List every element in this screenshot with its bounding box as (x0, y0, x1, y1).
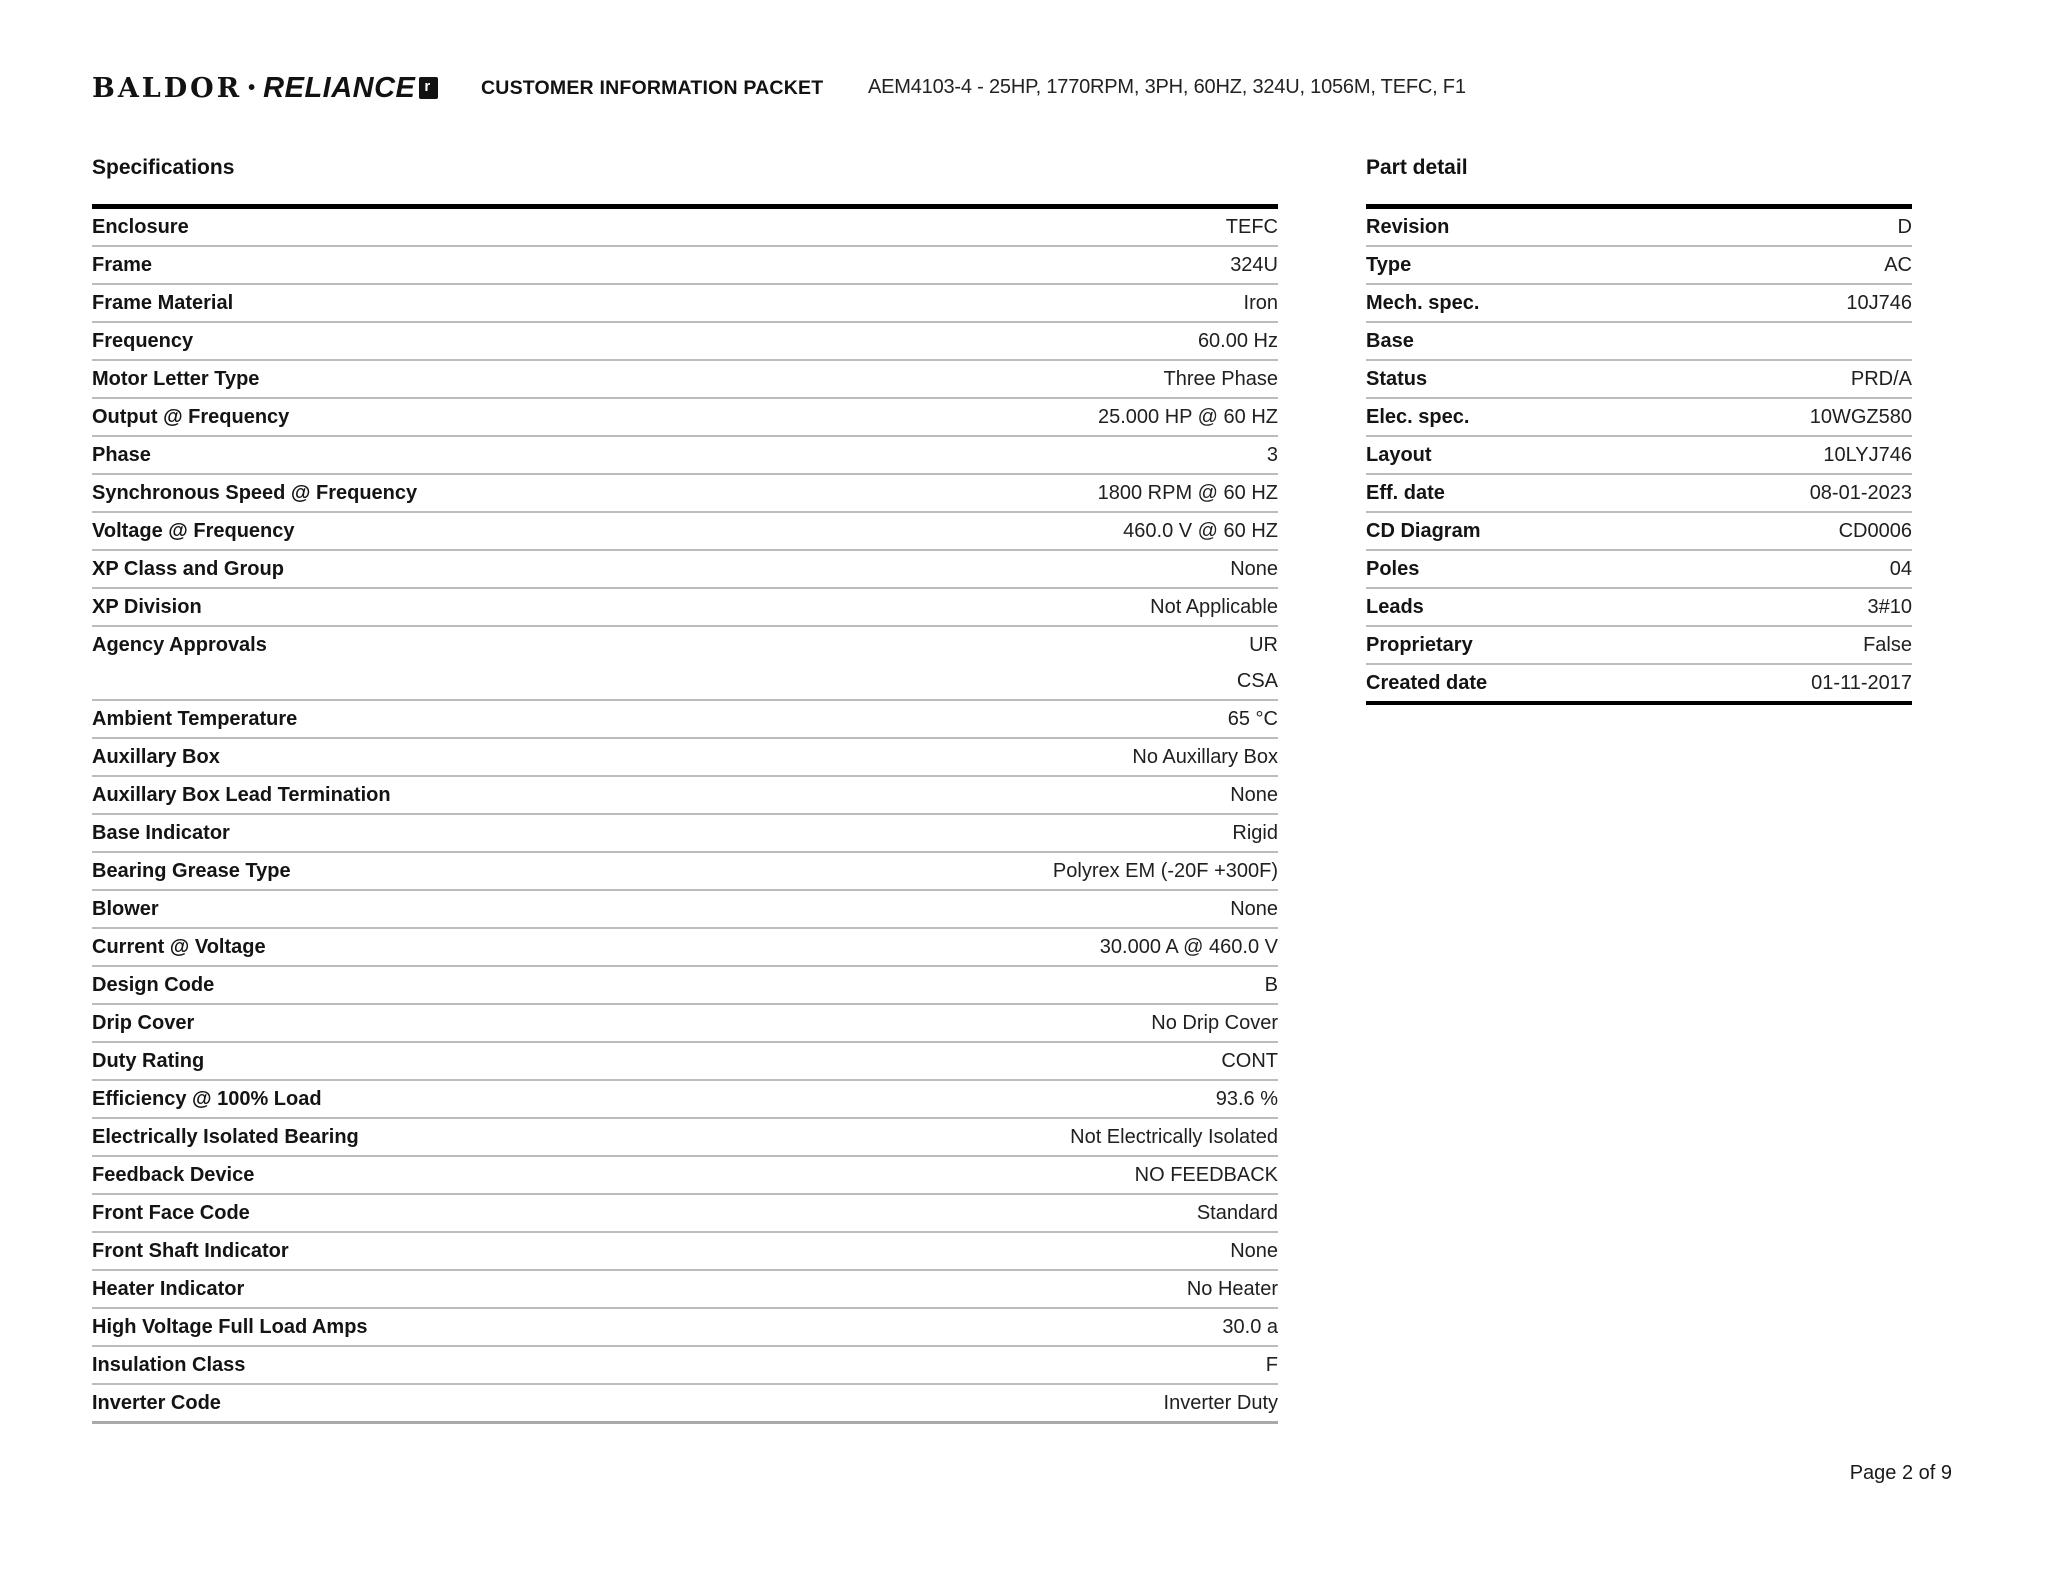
value-line: 3 (1266, 444, 1278, 466)
spec-row-value (391, 777, 1278, 813)
value-line: 04 (1889, 558, 1912, 580)
spec-row-label: Agency Approvals (92, 634, 267, 656)
value-line: No Drip Cover (1151, 1012, 1278, 1034)
part-detail-row (1366, 665, 1912, 701)
part-detail-row-label: Base (1366, 330, 1414, 352)
specifications-table (92, 204, 1278, 1424)
value-line: Not Applicable (1150, 596, 1278, 618)
spec-row (92, 589, 1278, 627)
spec-row-value (297, 701, 1278, 737)
reliance-r-mark-icon (419, 77, 438, 99)
spec-row-label: Front Face Code (92, 1202, 250, 1224)
logo-reliance-text: RELIANCE (263, 71, 416, 104)
part-detail-row (1366, 361, 1912, 399)
part-detail-row (1366, 589, 1912, 627)
spec-row (92, 1005, 1278, 1043)
spec-row-value (189, 209, 1278, 245)
part-detail-row-value (1432, 437, 1912, 473)
value-line: 30.000 A @ 460.0 V (1099, 936, 1278, 958)
spec-row-value (214, 967, 1278, 1003)
spec-row-label: Front Shaft Indicator (92, 1240, 289, 1262)
spec-row-label: Output @ Frequency (92, 406, 290, 428)
spec-row-value (322, 1081, 1278, 1117)
spec-row (92, 929, 1278, 967)
spec-row (92, 967, 1278, 1005)
value-line: NO FEEDBACK (1134, 1164, 1278, 1186)
spec-row-label: Blower (92, 898, 159, 920)
value-line: AC (1884, 254, 1912, 276)
value-line: F (1265, 1354, 1278, 1376)
spec-row-value (151, 437, 1278, 473)
spec-row-value (244, 1271, 1278, 1307)
spec-row (92, 701, 1278, 739)
spec-row (92, 853, 1278, 891)
spec-row-value (194, 1005, 1278, 1041)
value-line (1414, 323, 1912, 359)
spec-row-label: XP Division (92, 596, 202, 618)
spec-row-label: Auxillary Box Lead Termination (92, 784, 391, 806)
spec-row-label: Motor Letter Type (92, 368, 260, 390)
part-detail-row-label: Poles (1366, 558, 1420, 580)
spec-row-label: Current @ Voltage (92, 936, 266, 958)
logo-dot-icon: • (248, 76, 256, 99)
spec-row (92, 815, 1278, 853)
spec-row (92, 1043, 1278, 1081)
spec-row (92, 627, 1278, 701)
value-line: TEFC (1225, 216, 1278, 238)
spec-row-label: Enclosure (92, 216, 189, 238)
part-detail-row-label: Created date (1366, 672, 1488, 694)
part-detail-row-label: Elec. spec. (1366, 406, 1470, 428)
spec-row-label: Electrically Isolated Bearing (92, 1126, 359, 1148)
spec-row (92, 285, 1278, 323)
part-detail-row-value (1449, 209, 1912, 245)
spec-row (92, 1233, 1278, 1271)
document-title: CUSTOMER INFORMATION PACKET (481, 77, 824, 99)
spec-row-label: Bearing Grease Type (92, 860, 291, 882)
spec-row (92, 437, 1278, 475)
spec-row (92, 475, 1278, 513)
value-line: 93.6 % (1215, 1088, 1278, 1110)
spec-row-value (202, 589, 1278, 625)
part-detail-row-label: Proprietary (1366, 634, 1473, 656)
spec-row (92, 323, 1278, 361)
spec-row-label: Frame (92, 254, 153, 276)
value-line: B (1264, 974, 1278, 996)
value-line: Not Electrically Isolated (1070, 1126, 1278, 1148)
spec-row-label: Auxillary Box (92, 746, 220, 768)
value-line: Three Phase (1163, 368, 1278, 390)
spec-row-value (230, 815, 1278, 851)
part-detail-row (1366, 475, 1912, 513)
part-detail-heading: Part detail (1366, 156, 1468, 179)
spec-row (92, 777, 1278, 815)
part-detail-row (1366, 247, 1912, 285)
value-line: None (1230, 898, 1278, 920)
value-line: None (1230, 558, 1278, 580)
spec-row (92, 1081, 1278, 1119)
spec-row-label: Insulation Class (92, 1354, 246, 1376)
spec-row-label: Frame Material (92, 292, 234, 314)
spec-row (92, 247, 1278, 285)
spec-row-value (259, 361, 1278, 397)
part-detail-row-label: CD Diagram (1366, 520, 1481, 542)
spec-row (92, 1271, 1278, 1309)
part-detail-row-value (1469, 399, 1912, 435)
part-detail-row-value (1419, 551, 1912, 587)
part-detail-row-value (1411, 247, 1912, 283)
spec-row (92, 399, 1278, 437)
spec-row (92, 209, 1278, 247)
part-detail-row-label: Leads (1366, 596, 1424, 618)
baldor-reliance-logo (92, 68, 438, 108)
value-line: D (1897, 216, 1912, 238)
spec-row-label: Base Indicator (92, 822, 230, 844)
value-line: PRD/A (1850, 368, 1912, 390)
spec-row (92, 739, 1278, 777)
value-line: None (1230, 784, 1278, 806)
part-detail-row-value (1473, 627, 1912, 663)
spec-row-label: Duty Rating (92, 1050, 205, 1072)
value-line: 10J746 (1846, 292, 1912, 314)
part-detail-row-value (1414, 323, 1912, 359)
logo-baldor-text: BALDOR (92, 72, 243, 104)
spec-row-label: High Voltage Full Load Amps (92, 1316, 368, 1338)
part-detail-row (1366, 285, 1912, 323)
part-detail-row (1366, 209, 1912, 247)
spec-row-label: Frequency (92, 330, 194, 352)
spec-row-value (368, 1309, 1278, 1345)
value-line: 460.0 V @ 60 HZ (1123, 520, 1278, 542)
value-line: 25.000 HP @ 60 HZ (1097, 406, 1278, 428)
spec-row-value (284, 551, 1278, 587)
spec-row (92, 1347, 1278, 1385)
part-detail-row-value (1480, 513, 1912, 549)
value-line: UR (1249, 634, 1278, 656)
value-line: Inverter Duty (1163, 1392, 1278, 1414)
value-line: None (1230, 1240, 1278, 1262)
part-detail-row-label: Layout (1366, 444, 1432, 466)
spec-row-label: Ambient Temperature (92, 708, 298, 730)
spec-row-value (233, 285, 1278, 321)
part-detail-row-value (1479, 285, 1912, 321)
value-line: 1800 RPM @ 60 HZ (1097, 482, 1278, 504)
value-line: 10LYJ746 (1823, 444, 1912, 466)
spec-row (92, 513, 1278, 551)
spec-row-label: Inverter Code (92, 1392, 221, 1414)
part-detail-row (1366, 627, 1912, 665)
part-detail-row-value (1427, 361, 1912, 397)
spec-row-value (267, 627, 1278, 699)
spec-row-label: Heater Indicator (92, 1278, 245, 1300)
spec-row (92, 1119, 1278, 1157)
value-line: 65 °C (1227, 708, 1278, 730)
value-line: 08-01-2023 (1809, 482, 1912, 504)
catalog-number-subtitle: AEM4103-4 - 25HP, 1770RPM, 3PH, 60HZ, 324U, 1056M, TEFC, F1 (868, 76, 1466, 98)
spec-row-value (220, 739, 1278, 775)
value-line: 01-11-2017 (1811, 672, 1912, 694)
spec-row (92, 1195, 1278, 1233)
spec-row-label: Design Code (92, 974, 215, 996)
spec-row-value (193, 323, 1278, 359)
part-detail-row (1366, 437, 1912, 475)
spec-row-label: Phase (92, 444, 151, 466)
part-detail-row (1366, 513, 1912, 551)
part-detail-row-label: Eff. date (1366, 482, 1445, 504)
spec-row-value (245, 1347, 1278, 1383)
spec-row (92, 1309, 1278, 1347)
spec-row (92, 1157, 1278, 1195)
spec-row-value (254, 1157, 1278, 1193)
value-line: False (1863, 634, 1912, 656)
value-line: CONT (1221, 1050, 1278, 1072)
spec-row-value (289, 399, 1278, 435)
spec-row-label: Voltage @ Frequency (92, 520, 295, 542)
spec-row (92, 891, 1278, 929)
spec-row-value (295, 513, 1278, 549)
value-line: No Heater (1186, 1278, 1278, 1300)
value-line: 10WGZ580 (1809, 406, 1912, 428)
part-detail-row-value (1445, 475, 1912, 511)
spec-row-value (250, 1195, 1278, 1231)
spec-row-value (289, 1233, 1278, 1269)
value-line: Standard (1196, 1202, 1278, 1224)
value-line: 60.00 Hz (1197, 330, 1278, 352)
part-detail-row-label: Status (1366, 368, 1428, 390)
value-line: CSA (1236, 670, 1278, 692)
value-line: Rigid (1232, 822, 1278, 844)
spec-row-value (359, 1119, 1278, 1155)
spec-row-value (152, 247, 1278, 283)
specifications-heading: Specifications (92, 156, 235, 179)
part-detail-row (1366, 323, 1912, 361)
part-detail-row (1366, 399, 1912, 437)
spec-row (92, 1385, 1278, 1421)
spec-row-label: Efficiency @ 100% Load (92, 1088, 322, 1110)
part-detail-row-value (1424, 589, 1912, 625)
part-detail-row-value (1487, 665, 1912, 701)
value-line: CD0006 (1838, 520, 1912, 542)
spec-row-label: Drip Cover (92, 1012, 195, 1034)
spec-row-label: Synchronous Speed @ Frequency (92, 482, 418, 504)
spec-row (92, 361, 1278, 399)
spec-row-value (159, 891, 1278, 927)
part-detail-row-label: Type (1366, 254, 1412, 276)
spec-row (92, 551, 1278, 589)
spec-row-label: Feedback Device (92, 1164, 255, 1186)
value-line: 3#10 (1867, 596, 1912, 618)
part-detail-row-label: Mech. spec. (1366, 292, 1480, 314)
part-detail-row-label: Revision (1366, 216, 1450, 238)
spec-row-value (204, 1043, 1278, 1079)
spec-row-label: XP Class and Group (92, 558, 284, 580)
part-detail-table (1366, 204, 1912, 705)
spec-row-value (291, 853, 1278, 889)
value-line: No Auxillary Box (1132, 746, 1278, 768)
spec-row-value (266, 929, 1278, 965)
value-line: 324U (1230, 254, 1278, 276)
spec-row-value (417, 475, 1278, 511)
part-detail-row (1366, 551, 1912, 589)
value-line: Polyrex EM (-20F +300F) (1052, 860, 1278, 882)
spec-row-value (221, 1385, 1278, 1421)
value-line: Iron (1243, 292, 1278, 314)
value-line: 30.0 a (1222, 1316, 1278, 1338)
page-number: Page 2 of 9 (1849, 1462, 1952, 1484)
